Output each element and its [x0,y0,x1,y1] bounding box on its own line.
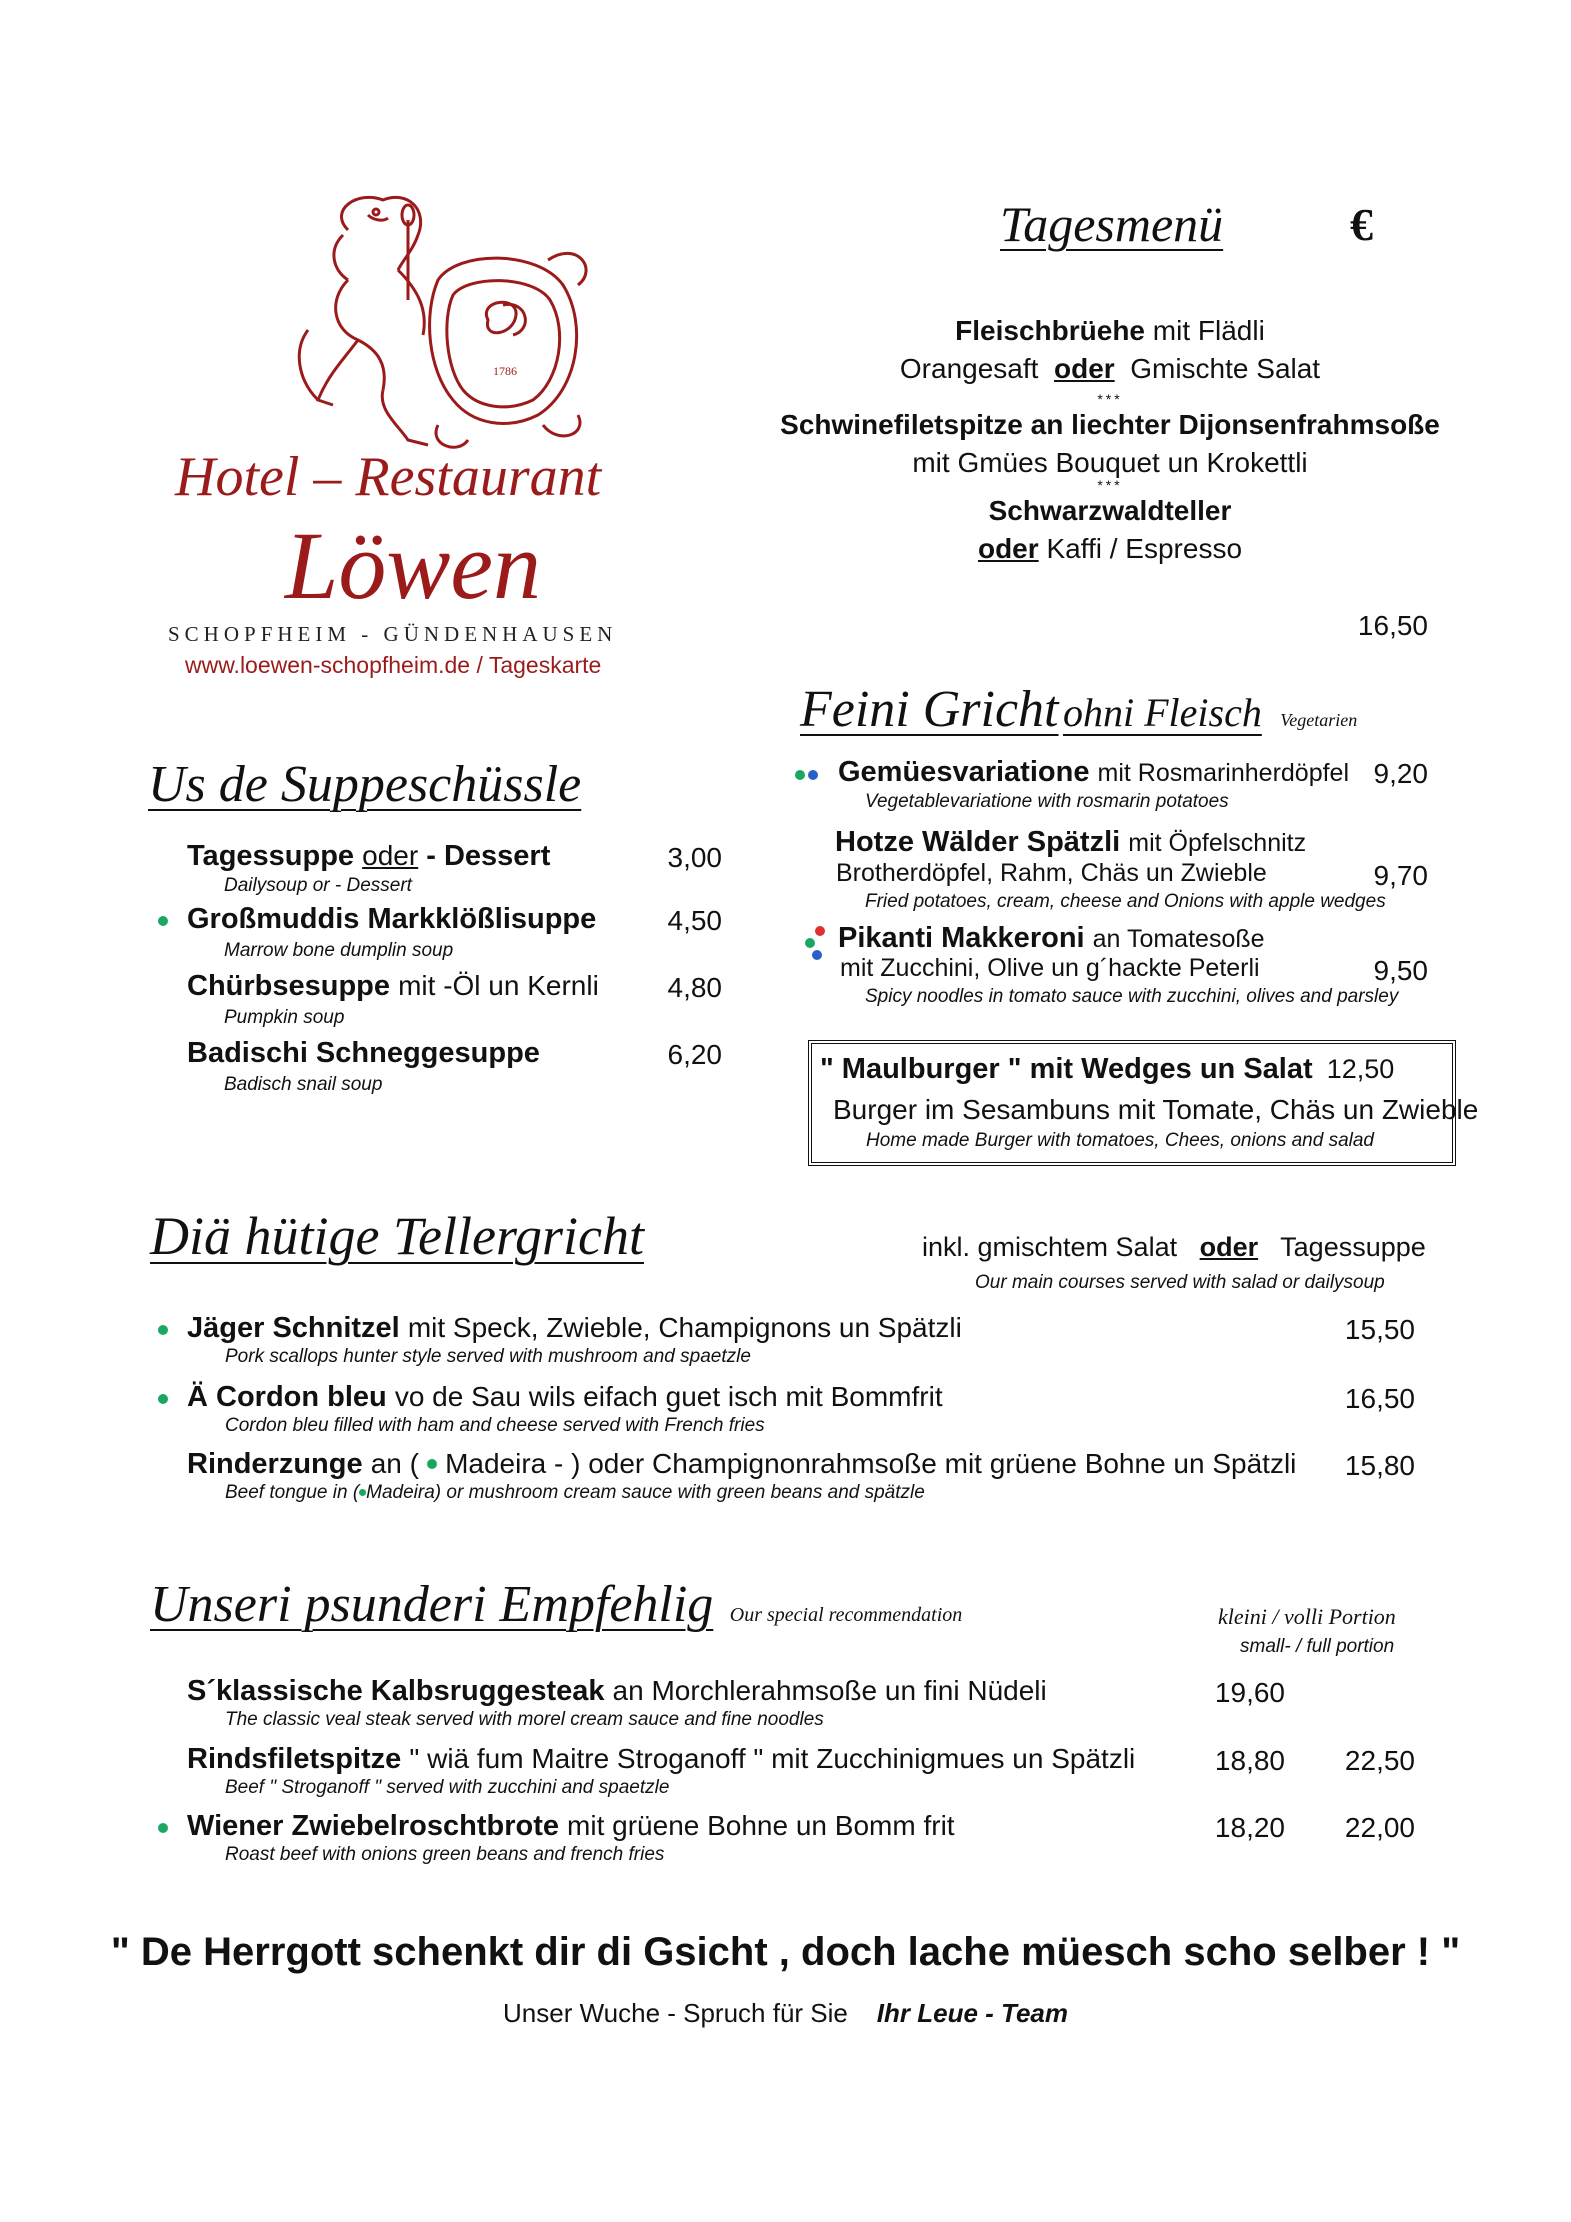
burger-sub: Home made Burger with tomatoes, Chees, onions and salad [866,1130,1374,1151]
soup-item-4-price: 6,20 [667,1039,722,1070]
soup-item-1-price: 3,00 [667,842,722,873]
tagesmenue-line3: Schwinefiletspitze an liechter Dijonsenfrahmsoße [780,409,1440,440]
main-note-sub: Our main courses served with salad or dailysoup [975,1272,1385,1293]
separator: *** [1097,477,1123,493]
vegan-marker-icon [158,1823,168,1833]
special-item-3-price-small: 18,20 [1214,1812,1285,1843]
svg-text:1786: 1786 [493,364,517,378]
main-item-3: Rinderzunge an ( Madeira - ) oder Champignonrahmsoße mit grüene Bohne un Spätzli [187,1448,1297,1480]
spicy-marker-icon [815,926,825,936]
main-item-1-price: 15,50 [1344,1314,1415,1345]
burger-line2: Burger im Sesambuns mit Tomate, Chäs un Zwieble [833,1094,1479,1125]
currency-symbol: € [1350,199,1373,250]
vegan-marker-icon [158,1325,168,1335]
special-item-1-price-small: 19,60 [1214,1677,1285,1708]
vegetarian-title: Feini Gricht ohni Fleisch Vegetarien [800,681,1358,738]
footer-quote: " De Herrgott schenkt dir di Gsicht , doch lache müesch scho selber ! " [110,1930,1461,1974]
main-title: Diä hütige Tellergricht [150,1206,644,1266]
main-item-2: Ä Cordon bleu vo de Sau wils eifach guet isch mit Bommfrit [187,1381,943,1413]
soup-item-4: Badischi Schneggesuppe [187,1037,540,1069]
main-note: inkl. gmischtem Salat oder Tagessuppe [922,1232,1426,1262]
veg-item-1: Gemüesvariatione mit Rosmarinherdöpfel [838,756,1350,788]
veg-item-2-price: 9,70 [1373,860,1428,891]
main-item-2-sub: Cordon bleu filled with ham and cheese served with French fries [225,1415,765,1436]
tagesmenue-line4: mit Gmües Bouquet un Krokettli [912,447,1308,478]
special-item-1-sub: The classic veal steak served with morel cream sauce and fine noodles [225,1709,824,1730]
vegan-marker-icon [158,916,168,926]
lion-crest-icon [288,190,618,460]
veg-item-3-line2: mit Zucchini, Olive un g´hackte Peterli [840,954,1260,982]
logo-web[interactable]: www.loewen-schopfheim.de / Tageskarte [185,652,602,678]
veg-item-2-sub: Fried potatoes, cream, cheese and Onions with apple wedges [865,891,1386,912]
soup-item-3-sub: Pumpkin soup [224,1007,345,1028]
tagesmenue-line1: Fleischbrüehe mit Flädli [955,315,1265,346]
logo-name: Löwen [285,512,542,619]
veg-item-3-price: 9,50 [1373,955,1428,986]
main-item-1-sub: Pork scallops hunter style served with mushroom and spaetzle [225,1346,751,1367]
special-item-2: Rindsfiletspitze " wiä fum Maitre Stroganoff " mit Zucchinigmues un Spätzli [187,1743,1136,1775]
veg-item-1-price: 9,20 [1373,758,1428,789]
vegetarian-marker-icon [808,770,818,780]
special-item-2-price-small: 18,80 [1214,1745,1285,1776]
logo-hotel-line: Hotel – Restaurant [175,446,602,508]
tagesmenue-line6: oder Kaffi / Espresso [977,533,1243,564]
special-item-3-price-full: 22,00 [1344,1812,1415,1843]
main-item-3-price: 15,80 [1344,1450,1415,1481]
tagesmenue-block [760,315,1460,571]
special-item-3: Wiener Zwiebelroschtbrote mit grüene Bohne un Bomm frit [187,1810,955,1842]
portion-header-sub: small- / full portion [1240,1636,1395,1657]
soup-item-1: Tagessuppe oder - Dessert [187,840,551,872]
soup-item-4-sub: Badisch snail soup [224,1074,383,1095]
veg-item-2: Hotze Wälder Spätzli mit Öpfelschnitz [835,826,1307,858]
vegan-marker-icon [805,938,815,948]
soups-title: Us de Suppeschüssle [148,756,582,813]
main-item-3-sub: Beef tongue in ( Madeira) or mushroom cream sauce with green beans and spätzle [225,1482,925,1503]
soup-item-2-sub: Marrow bone dumplin soup [224,940,454,961]
main-item-2-price: 16,50 [1344,1383,1415,1414]
separator: *** [1097,391,1123,407]
footer-signature: Unser Wuche - Spruch für Sie Ihr Leue - Team [503,1998,1068,2028]
tagesmenue-line2: Orangesaft oder Gmischte Salat [899,353,1321,384]
vegan-marker-icon [795,770,805,780]
veg-item-2-line2: Brotherdöpfel, Rahm, Chäs un Zwieble [836,859,1267,887]
veg-item-1-sub: Vegetablevariatione with rosmarin potatoes [865,791,1229,812]
main-item-1: Jäger Schnitzel mit Speck, Zwieble, Champignons un Spätzli [187,1312,962,1344]
soup-item-2-price: 4,50 [667,905,722,936]
vegan-marker-icon [427,1459,437,1469]
special-title-row: Unseri psunderi Empfehlig Our special recommendation [150,1576,963,1633]
logo [150,190,710,690]
burger-title: " Maulburger " mit Wedges un Salat 12,50 [820,1053,1395,1085]
veg-item-3: Pikanti Makkeroni an Tomatesoße [838,922,1265,954]
veg-item-3-sub: Spicy noodles in tomato sauce with zucchini, olives and parsley [865,986,1399,1007]
special-item-2-sub: Beef " Stroganoff " served with zucchini and spaetzle [225,1777,670,1798]
special-item-3-sub: Roast beef with onions green beans and french fries [225,1844,665,1865]
soup-item-3: Chürbsesuppe mit -Öl un Kernli [187,970,599,1002]
logo-place: SCHOPFHEIM - GÜNDENHAUSEN [168,622,618,646]
tagesmenue-price: 16,50 [1357,610,1428,641]
vegan-marker-icon [158,1394,168,1404]
special-item-2-price-full: 22,50 [1344,1745,1415,1776]
soup-item-2: Großmuddis Markklößlisuppe [187,903,597,935]
special-item-1: S´klassische Kalbsruggesteak an Morchlerahmsoße un fini Nüdeli [187,1675,1047,1707]
portion-header: kleini / volli Portion [1218,1604,1396,1629]
tagesmenue-line5: Schwarzwaldteller [988,495,1232,526]
soup-item-3-price: 4,80 [667,972,722,1003]
soup-item-1-sub: Dailysoup or - Dessert [224,875,412,896]
tagesmenue-title: Tagesmenü [1000,196,1224,252]
vegetarian-marker-icon [812,950,822,960]
